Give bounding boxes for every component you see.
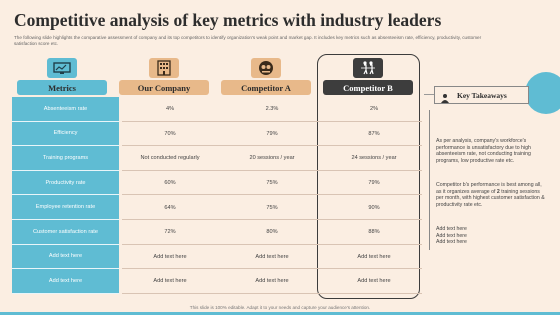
person-icon	[440, 90, 450, 100]
table-row	[12, 171, 422, 196]
competitor-a-label: Competitor A	[221, 80, 311, 95]
competitor-b-cell: 79%	[368, 180, 380, 187]
table-row	[12, 97, 422, 122]
metric-cell: Efficiency	[12, 122, 119, 147]
takeaway-point-3	[436, 226, 548, 246]
competitor-b-label: Competitor B	[323, 80, 413, 95]
monitor-chart-icon	[47, 58, 77, 78]
page-title: Competitive analysis of key metrics with industry leaders	[14, 10, 442, 30]
takeaways-divider	[429, 110, 430, 250]
company-cell: 4%	[165, 106, 175, 113]
competitor-a-cell: 79%	[266, 130, 278, 137]
page-subtitle: The following slide highlights the comparative assessment of company and its top competitors to identify organization's weak point and market gap. It includes key metrics such as absenteeism rate, efficiency, productivity, customer satisfaction score etc.	[14, 35, 482, 46]
takeaway-add-text: Add text here	[436, 239, 467, 245]
takeaway-point-1: As per analysis, company's workforce's performance is unsatisfactory due to high absenteeism rate, not conducting training programs, low productive rate etc.	[436, 138, 531, 164]
key-takeaways-label: Key Takeaways	[457, 90, 507, 100]
metric-cell: Employee retention rate	[12, 195, 119, 220]
company-cell: Not conducted regularly	[140, 155, 200, 162]
takeaway-point-2	[436, 182, 548, 208]
metric-cell: Add text here	[12, 245, 119, 270]
competitor-faces-icon	[251, 58, 281, 78]
competitor-b-cell: Add text here	[357, 253, 391, 260]
metrics-label: Metrics	[17, 80, 107, 95]
company-cell: 72%	[164, 229, 176, 236]
competitor-a-cell: 75%	[266, 180, 278, 187]
metric-cell: Training programs	[12, 146, 119, 171]
takeaway-add-text: Add text here	[436, 226, 467, 232]
competitor-a-cell: 2.3%	[265, 106, 279, 113]
company-cell: Add text here	[153, 278, 187, 285]
takeaway-add-text: Add text here	[436, 232, 467, 239]
competitor-b-cell: 88%	[368, 229, 380, 236]
company-cell: Add text here	[153, 253, 187, 260]
race-finish-icon	[353, 58, 383, 78]
company-cell: 64%	[164, 204, 176, 211]
metric-cell: Absenteeism rate	[12, 97, 119, 122]
competitor-a-cell: Add text here	[255, 253, 289, 260]
company-cell: 60%	[164, 180, 176, 187]
competitor-b-cell: Add text here	[357, 278, 391, 285]
footer-note: This slide is 100% editable. Adapt it to your needs and capture your audience's attention.	[189, 305, 371, 310]
competitor-b-cell: 24 sessions / year	[351, 155, 397, 162]
table-row	[12, 122, 422, 147]
decorative-circle	[525, 72, 560, 114]
table-row	[12, 220, 422, 245]
competitor-b-cell: 87%	[368, 130, 380, 137]
competitor-a-cell: 20 sessions / year	[249, 155, 295, 162]
table-row	[12, 146, 422, 171]
metric-cell: Productivity rate	[12, 171, 119, 196]
competitor-a-cell: Add text here	[255, 278, 289, 285]
competitor-a-cell: 80%	[266, 229, 278, 236]
competitor-b-cell: 90%	[368, 204, 380, 211]
metric-cell: Add text here	[12, 269, 119, 294]
metric-cell: Customer satisfaction rate	[12, 220, 119, 245]
takeaway-point-2-bold: 2	[496, 188, 500, 195]
row-divider	[122, 293, 422, 294]
office-building-icon	[149, 58, 179, 78]
takeaway-point-2-pre: Competitor b's performance is best among all, as it organizes average of	[436, 182, 542, 195]
table-row	[12, 269, 422, 294]
competitor-a-cell: 75%	[266, 204, 278, 211]
table-row	[12, 195, 422, 220]
company-cell: 70%	[164, 130, 176, 137]
takeaway-point-2-post: training sessions per month, with highest customer satisfaction & productivity rate etc.	[436, 188, 545, 208]
competitor-b-cell: 2%	[369, 106, 379, 113]
table-row	[12, 245, 422, 270]
company-label: Our Company	[119, 80, 209, 95]
